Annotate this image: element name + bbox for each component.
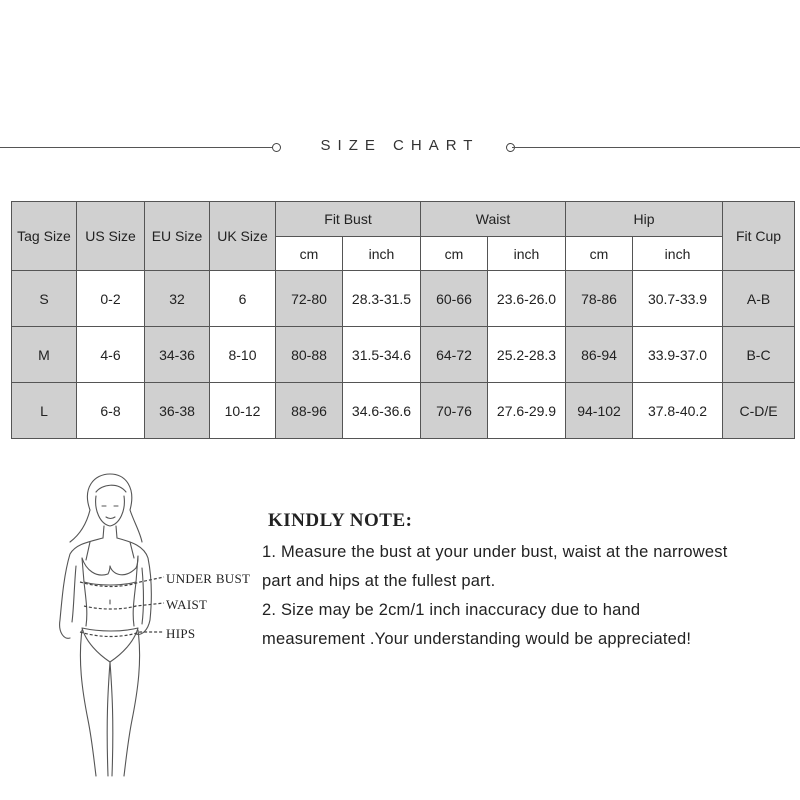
- cell-eu-size: 36-38: [145, 383, 210, 439]
- header-hip-cm: cm: [566, 237, 633, 271]
- header-bust-cm: cm: [276, 237, 343, 271]
- cell-us-size: 0-2: [77, 271, 145, 327]
- cell-waist-inch: 27.6-29.9: [488, 383, 566, 439]
- note-line-2: part and hips at the fullest part.: [262, 572, 496, 590]
- cell-bust-inch: 31.5-34.6: [343, 327, 421, 383]
- cell-fit-cup: B-C: [723, 327, 795, 383]
- cell-uk-size: 10-12: [210, 383, 276, 439]
- cell-hip-inch: 33.9-37.0: [633, 327, 723, 383]
- cell-hip-cm: 78-86: [566, 271, 633, 327]
- note-line-1: 1. Measure the bust at your under bust, waist at the narrowest: [262, 543, 728, 561]
- header-eu-size: EU Size: [145, 202, 210, 271]
- header-uk-size: UK Size: [210, 202, 276, 271]
- header-fit-bust: Fit Bust: [276, 202, 421, 237]
- cell-bust-cm: 88-96: [276, 383, 343, 439]
- title-divider-left: [0, 147, 272, 148]
- cell-fit-cup: A-B: [723, 271, 795, 327]
- cell-tag-size: L: [12, 383, 77, 439]
- title-row: [0, 135, 800, 159]
- cell-uk-size: 6: [210, 271, 276, 327]
- page-title: SIZE CHART: [320, 137, 480, 154]
- body-measurement-illustration: [30, 470, 260, 780]
- cell-waist-inch: 23.6-26.0: [488, 271, 566, 327]
- title-divider-right: [512, 147, 800, 148]
- cell-hip-cm: 94-102: [566, 383, 633, 439]
- table-row: [12, 327, 795, 383]
- hips-label: HIPS: [166, 626, 196, 641]
- waist-label: WAIST: [166, 597, 208, 612]
- cell-us-size: 6-8: [77, 383, 145, 439]
- cell-tag-size: S: [12, 271, 77, 327]
- cell-eu-size: 32: [145, 271, 210, 327]
- cell-fit-cup: C-D/E: [723, 383, 795, 439]
- table-row: [12, 383, 795, 439]
- table-row: [12, 271, 795, 327]
- header-bust-inch: inch: [343, 237, 421, 271]
- header-hip-inch: inch: [633, 237, 723, 271]
- header-waist: Waist: [421, 202, 566, 237]
- cell-eu-size: 34-36: [145, 327, 210, 383]
- table-header-row: [12, 202, 795, 237]
- size-chart-table: [11, 201, 795, 439]
- note-line-3: 2. Size may be 2cm/1 inch inaccuracy due to hand: [262, 601, 641, 619]
- header-waist-inch: inch: [488, 237, 566, 271]
- cell-waist-cm: 64-72: [421, 327, 488, 383]
- cell-bust-inch: 34.6-36.6: [343, 383, 421, 439]
- cell-waist-cm: 70-76: [421, 383, 488, 439]
- header-fit-cup: Fit Cup: [723, 202, 795, 271]
- cell-hip-inch: 30.7-33.9: [633, 271, 723, 327]
- cell-hip-cm: 86-94: [566, 327, 633, 383]
- header-hip: Hip: [566, 202, 723, 237]
- under-bust-label: UNDER BUST: [166, 571, 251, 586]
- note-line-4: measurement .Your understanding would be appreciated!: [262, 630, 692, 648]
- cell-bust-cm: 80-88: [276, 327, 343, 383]
- header-us-size: US Size: [77, 202, 145, 271]
- cell-bust-inch: 28.3-31.5: [343, 271, 421, 327]
- cell-waist-inch: 25.2-28.3: [488, 327, 566, 383]
- note-title: KINDLY NOTE:: [268, 510, 413, 531]
- cell-us-size: 4-6: [77, 327, 145, 383]
- cell-hip-inch: 37.8-40.2: [633, 383, 723, 439]
- cell-waist-cm: 60-66: [421, 271, 488, 327]
- title-ornament-left: [272, 143, 281, 152]
- cell-tag-size: M: [12, 327, 77, 383]
- cell-bust-cm: 72-80: [276, 271, 343, 327]
- cell-uk-size: 8-10: [210, 327, 276, 383]
- header-tag-size: Tag Size: [12, 202, 77, 271]
- header-waist-cm: cm: [421, 237, 488, 271]
